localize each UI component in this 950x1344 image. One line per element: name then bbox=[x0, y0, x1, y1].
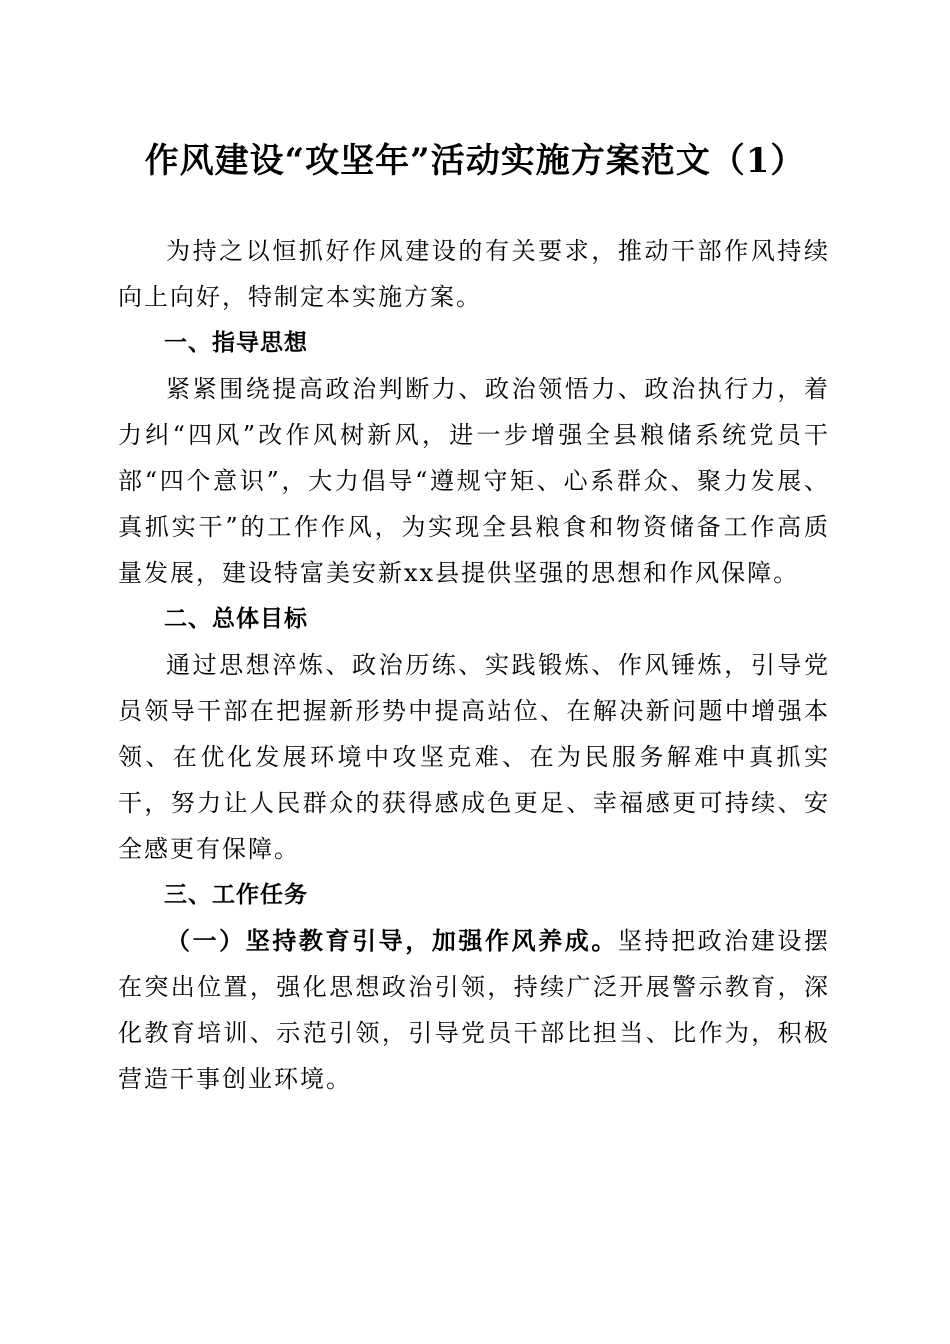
section-text-overall-goal: 通过思想淬炼、政治历练、实践锻炼、作风锤炼，引导党员领导干部在把握新形势中提高站位、在解决新问题中增强本领、在优化发展环境中攻坚克难、在为民服务解难中真抓实干，努力让人民群众的获得感成色更足、幸福感更可持续、安全感更有保障。 bbox=[118, 651, 830, 863]
task-item-text: 坚持把政治建设摆在突出位置，强化思想政治引领，持续广泛开展警示教育，深化教育培训、示范引领，引导党员干部比担当、比作为，积极营造干事创业环境。 bbox=[118, 927, 831, 1093]
section-text-guiding-ideology: 紧紧围绕提高政治判断力、政治领悟力、政治执行力，着力纠“四风”改作风树新风，进一步增强全县粮储系统党员干部“四个意识”，大力倡导“遵规守矩、心系群众、聚力发展、真抓实干”的工作作风，为实现全县粮食和物资储备工作高质量发展，建设特富美安新xx县提供坚强的思想和作风保障。 bbox=[118, 375, 830, 587]
document-title: 作风建设“攻坚年”活动实施方案范文（1） bbox=[144, 141, 806, 181]
task-item-paragraph bbox=[118, 918, 830, 1102]
section-heading-overall-goal: 二、总体目标 bbox=[164, 606, 308, 632]
section-heading-guiding-ideology: 一、指导思想 bbox=[164, 330, 308, 356]
task-item-lead: （一）坚持教育引导，加强作风养成。 bbox=[166, 927, 618, 955]
intro-paragraph: 为持之以恒抓好作风建设的有关要求，推动干部作风持续向上向好，特制定本实施方案。 bbox=[118, 237, 830, 311]
document-body bbox=[118, 228, 830, 1102]
section-heading-work-tasks: 三、工作任务 bbox=[164, 882, 308, 908]
